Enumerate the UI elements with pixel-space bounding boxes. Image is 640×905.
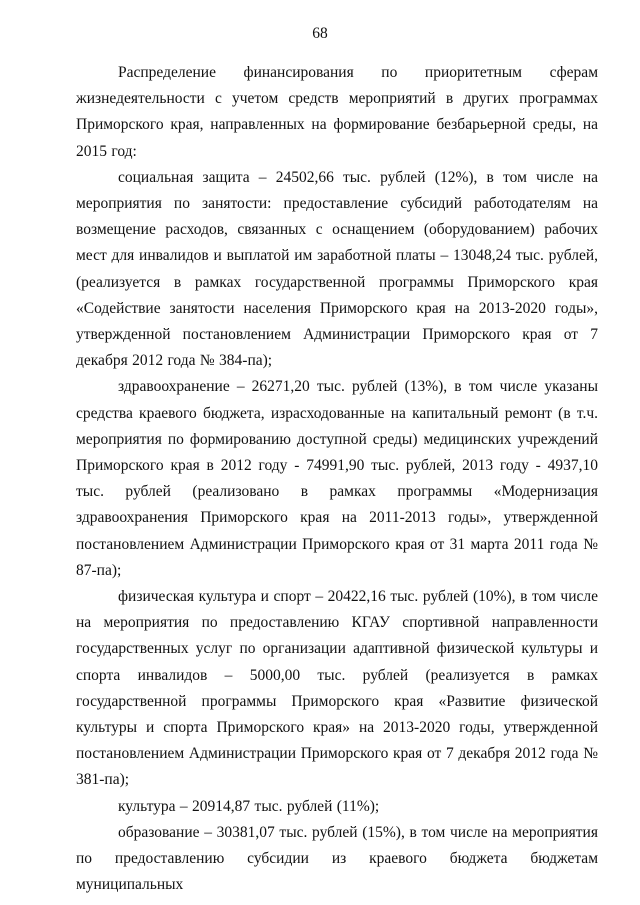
paragraph-distribution-intro: Распределение финансирования по приоритетным сферам жизнедеятельности с учетом средств мероприятий в других программах Приморского края, направленных на формирование безбарьерной среды, на 2015 год: — [76, 64, 598, 160]
paragraph-culture: культура – 20914,87 тыс. рублей (11%); — [118, 797, 380, 815]
paragraph-education: образование – 30381,07 тыс. рублей (15%), в том числе на мероприятия по предоставлению субсидии из краевого бюджета бюджетам муниципальных — [76, 823, 598, 894]
paragraph-healthcare: здравоохранение – 26271,20 тыс. рублей (13%), в том числе указаны средства краевого бюджета, израсходованные на капитальный ремонт (в т.ч. мероприятия по формированию доступной среды) медицинских учреждений Приморского края в 2012 году - 74991,90 тыс. рублей, 2013 году - 4937,10 тыс. рублей (реализовано в рамках программы «Модернизация здравоохранения Приморского края на 2011-2013 годы», утвержденной постановлением Администрации Приморского края от 31 марта 2011 года № 87-па); — [76, 378, 598, 579]
paragraph-social-protection: социальная защита – 24502,66 тыс. рублей (12%), в том числе на мероприятия по занятости: предоставление субсидий работодателям на возмещение расходов, связанных с оснащением (оборудованием) рабочих мест для инвалидов и выплатой им заработной платы – 13048,24 тыс. рублей, (реализуется в рамках государственной программы Приморского края «Содействие занятости населения Приморского края на 2013-2020 годы», утвержденной постановлением Администрации Приморского края от 7 декабря 2012 года № 384-па); — [76, 168, 598, 370]
page-number: 68 — [312, 25, 328, 42]
document-body — [76, 60, 598, 899]
paragraph-physical-culture-sport: физическая культура и спорт – 20422,16 тыс. рублей (10%), в том числе на мероприятия по предоставлению КГАУ спортивной направленности государственных услуг по организации адаптивной физической культуры и спорта инвалидов – 5000,00 тыс. рублей (реализуется в рамках государственной программы Приморского края «Развитие физической культуры и спорта Приморского края» на 2013-2020 годы, утвержденной постановлением Администрации Приморского края от 7 декабря 2012 года № 381-па); — [76, 588, 598, 789]
